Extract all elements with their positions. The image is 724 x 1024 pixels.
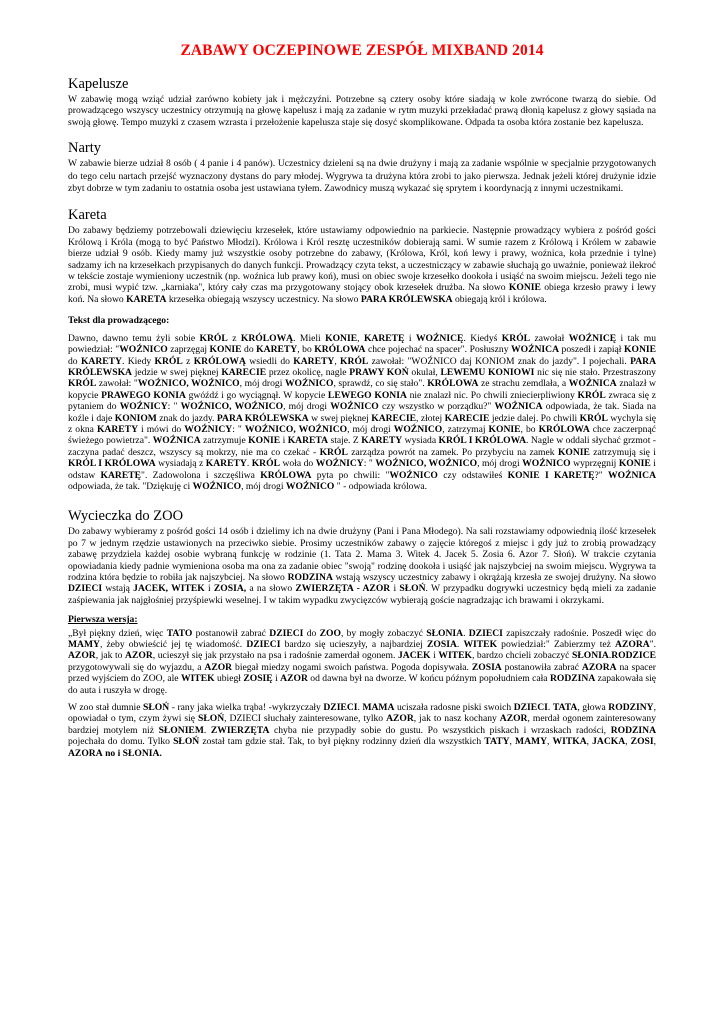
zoo-story-label: Pierwsza wersja: — [68, 614, 138, 626]
kareta-keyword-para: PARA KRÓLEWSKA — [360, 293, 453, 305]
kareta-keyword-kareta: KARETA — [126, 293, 167, 305]
kareta-story-label: Tekst dla prowadzącego: — [68, 315, 170, 327]
section-heading-zoo: Wycieczka do ZOO — [68, 508, 184, 525]
kareta-story-text: Dawno, dawno temu żyli sobie KRÓL z KRÓLOWĄ. Mieli KONIE, KARETĘ i WOŹNICĘ. Kiedyś KRÓL zawołał WOŹNICĘ i tak mu powiedział: "WOŹNICO zaprzęgaj KONIE do KARETY, bo KRÓLOWA chce pojechać na spacer". Posłuszny WOŹNICA poszedł i zapiął KONIE do KARETY. Kiedy KRÓL z KRÓLOWĄ wsiedli do KARETY, KRÓL zawołał: "WOŹNICO daj KONIOM znak do jazdy". I pojechali. PARA KRÓLEWSKA jedzie w swej pięknej KARECIE przez okolicę, nagle PRAWY KOŃ okulał, LEWEMU KONIOWI nic się nie stało. Przestraszony KRÓL zawołał: "WOŹNICO, WOŹNICO, mój drogi WOŹNICO, sprawdź, co się stało". KRÓLOWA ze strachu zemdlała, a WOŹNICA znalazł w kopycie PRAWEGO KONIA gwóźdź i go wyciągnął. W kopycie LEWEGO KONIA nie znalazł nic. Po chwili zniecierpliwiony KRÓL zwraca się z pytaniem do WOŹNICY: " WOŹNICO, WOŹNICO, mój drogi WOŹNICO czy wszystko w porządku?" WOŹNICA odpowiada, że tak. Siada na koźle i daje KONIOM znak do jazdy. PARA KRÓLEWSKA w swej pięknej KARECIE, złotej KARECIE jedzie dalej. Po chwili KRÓL wychyla się z okna KARETY i mówi do WOŹNICY: " WOŹNICO, WOŹNICO, mój drogi WOŹNICO, zatrzymaj KONIE, bo KRÓLOWA chce zaczerpnąć świeżego powietrza". WOŹNICA zatrzymuje KONIE i KARETA staje. Z KARETY wysiada KRÓL I KRÓLOWA. Nagle w oddali słychać grzmot - zaczyna padać deszcz, wszyscy są mokrzy, nie ma co czekać - KRÓL zarządza powrót na zamek. Po przybyciu na zamek KONIE zatrzymują się i KRÓL I KRÓLOWA wysiadają z KARETY. KRÓL woła do WOŹNICY: " WOŹNICO, WOŹNICO, mój drogi WOŹNICO wyprzęgnij KONIE i odstaw KARETĘ". Zadowolona i szczęśliwa KRÓLOWA pyta po chwili: "WOŹNICO czy odstawiłeś KONIE I KARETĘ?" WOŹNICA odpowiada, że tak. "Dziękuję ci WOŹNICO, mój drogi WOŹNICO " - odpowiada królowa. — [68, 332, 657, 492]
section-heading-narty: Narty — [68, 140, 102, 157]
zoo-story-part1: „Był piękny dzień, więc TATO postanowił zabrać DZIECI do ZOO, by mogły zobaczyć SŁONIA. DZIECI zapiszczały radośnie. Poszedł więc do MAMY, żeby obwieścić jej tę wiadomość. DZIECI bardzo się ucieszyły, a najbardziej ZOSIA. WITEK powiedział:" Zabierzmy też AZORA". AZOR, jak to AZOR, ucieszył się jak przystało na psa i radośnie zamerdał ogonem. JACEK i WITEK, bardzo chcieli zobaczyć SŁONIA.RODZICE przygotowywali się do wyjazdu, a AZOR biegał miedzy nogami swoich państwa. Pogoda dopisywała. ZOSIA postanowiła zabrać AZORA na spacer przed wyjściem do ZOO, ale WITEK ubiegł ZOSIĘ i AZOR od dawna był na dworze. W końcu późnym popołudniem cała RODZINA zapakowała się do auta i ruszyła w drogę. — [68, 627, 657, 696]
section-heading-kapelusze: Kapelusze — [68, 76, 129, 92]
section-body-kapelusze: W zabawię mogą wziąć udział zarówno kobiety jak i mężczyźni. Potrzebne są cztery osoby które siadają w kole zwrócone twarzą do siebie. Od prowadzącego wszyscy uczestnicy otrzymują na głowę kapelusz i mają za zadanie w rytm muzyki przekładać prawą dłonią kapelusz z głowy sąsiada na swoją głowę. Tempo muzyki z czasem wzrasta i przełożenie kapelusza staje się dosyć skomplikowane. Odpada ta osoba która zostanie bez kapelusza. — [68, 94, 656, 128]
section-heading-kareta: Kareta — [68, 207, 107, 224]
section-body-zoo: Do zabawy wybieramy z pośród gości 14 osób i dzielimy ich na dwie drużyny (Pani i Pana Młodego). Na sali rozstawiamy odpowiednią ilość krzesełek po 7 w jednym rzędzie ustawionych na przeciwko siebie. Prosimy uczestników zabawy o zajęcie któregoś z miejsc i gdy już to zrobią prowadzący zabawę przydziela każdej osobie wybraną funkcję w rodzinie (1. Tata 2. Mama 3. Witek 4. Jacek 5. Zosia 6. Azor 7. Słoń). W trakcie czytania opowiadania kiedy padnie wymieniona osoba ma ona za zadanie obiec "swoją" rodzinę dookoła i usiąść jak najszybciej na swoim miejscu. Wygrywa ta rodzina która będzie to robiła jak najszybciej. Na słowo RODZINA wstają wszyscy uczestnicy zabawy i okrążają krzesła ze swojej drużyny. Na słowo DZIECI wstają JACEK, WITEK i ZOSIA, a na słowo ZWIERZĘTA - AZOR i SŁOŃ. W przypadku dogrywki uczestnicy będą mieli za zadanie zaśpiewania jak najgłośniej przyśpiewki weselnej. I w takim wypadku zwycięzców wybierają goście nagradzając ich brawami i okrzykami. — [68, 526, 657, 606]
document-title: ZABAWY OCZEPINOWE ZESPÓŁ MIXBAND 2014 — [180, 42, 544, 59]
kareta-text-end: obiegają król i królowa. — [452, 293, 547, 305]
section-body-kareta — [68, 225, 656, 305]
kareta-text-mid1: obiega krzesło prawy i lewy koń. Na słowo — [68, 282, 656, 305]
kareta-keyword-konie: KONIE — [508, 282, 541, 294]
zoo-story-part2: W zoo stał dumnie SŁOŃ - rany jaka wielka trąba! -wykrzyczały DZIECI. MAMA uciszała radosne piski swoich DZIECI. TATA, głowa RODZINY, opowiadał o tym, czym żywi się SŁOŃ, DZIECI słuchały zainteresowane, tylko AZOR, jak to nasz kochany AZOR, merdał ogonem zainteresowany bardziej motylem niż SŁONIEM. ZWIERZĘTA chyba nie przypadły sobie do gustu. Po wszystkich piskach i wrzaskach radości, RODZINA pojechała do domu. Tylko SŁOŃ został tam gdzie stał. Tak, to był piękny rodzinny dzień dla wszystkich TATY, MAMY, WITKA, JACKA, ZOSI, AZORA no i SŁONIA. — [68, 702, 657, 759]
kareta-text-pre: Do zabawy będziemy potrzebowali dziewięciu krzesełek, które ustawiamy odpowiednio na parkiecie. Następnie prowadzący wybiera z pośród gości Królową i Króla (mogą to być Państwo Młodzi). Królowa i Król resztę uczestników dobierają sami. W sumie razem z Królową i Królem w zabawie bierze udział 9 osób. Kiedy mamy już wszystkie osoby potrzebne do zabawy, (Królowa, Król, koń lewy i prawy, woźnica, koła przednie i tylne) sadzamy ich na krzesełkach przypisanych do danych funkcji. Prowadzący czyta tekst, a uczestniczący w zabawie słuchają go uważnie, ponieważ ilekroć w tekście zostaje wymieniony uczestnik (np. woźnica lub prawy koń), musi on obiec swoje krzesełko dookoła i usiąść na swoim miejscu. Jeżeli tego nie zrobi, musi wypić tzw. „karniaka", który cały czas ma przygotowany stojący obok krzesełek drużba. Na słowo — [68, 225, 656, 294]
section-body-narty: W zabawie bierze udział 8 osób ( 4 panie i 4 panów). Uczestnicy dzieleni są na dwie drużyny i mają za zadanie wspólnie w specjalnie przygotowanych do tego celu nartach przejść wyznaczony dystans do pary młodej. Wygrywa ta drużyna która zrobi to jako pierwsza. Jednak jeżeli której drużynie idzie zbyt dobrze w tym zadaniu to ostatnia osoba jest ustawiana tyłem. Zawodnicy muszą wykazać się sprytem i koordynacją z innymi uczestnikami. — [68, 158, 656, 195]
kareta-text-mid2: krzesełka obiegają wszyscy uczestnicy. Na słowo — [166, 293, 361, 305]
